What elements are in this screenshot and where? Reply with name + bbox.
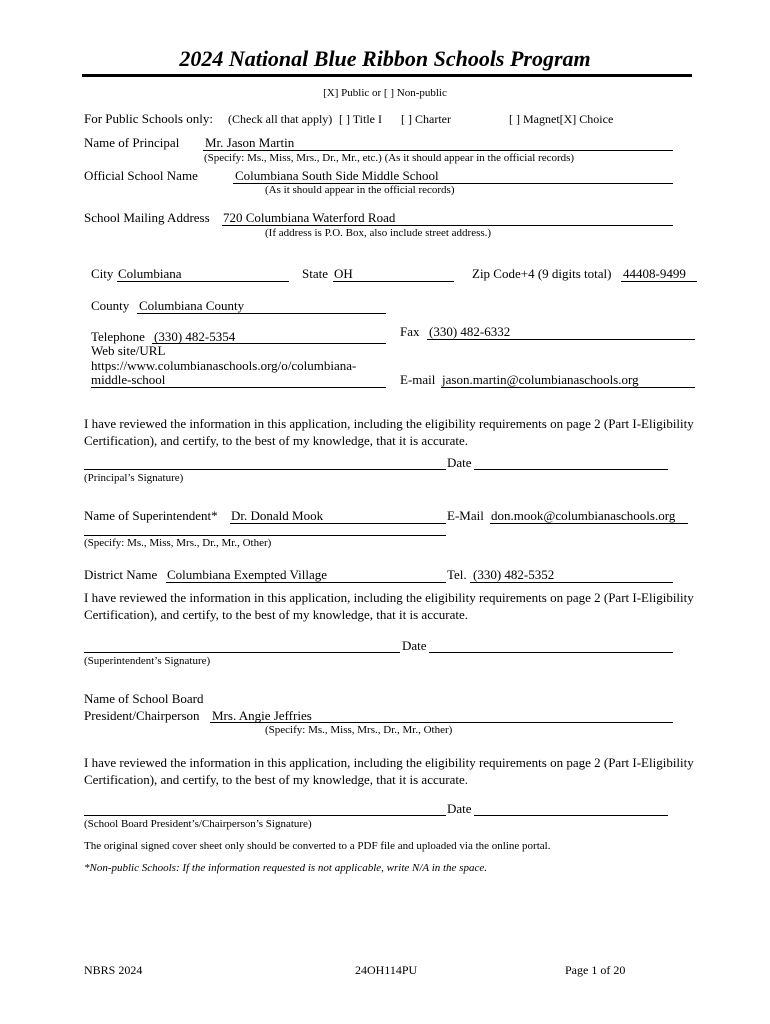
school-type-note: (Check all that apply) bbox=[228, 112, 333, 126]
superintendent-signature-label: (Superintendent’s Signature) bbox=[84, 655, 211, 667]
superintendent-email-label: E-Mail bbox=[447, 508, 484, 523]
superintendent-date-label: Date bbox=[402, 638, 427, 653]
address-label: School Mailing Address bbox=[84, 210, 210, 225]
state-field[interactable]: OH bbox=[334, 266, 353, 281]
city-label: City bbox=[91, 266, 114, 281]
board-signature-label: (School Board President’s/Chairperson’s Signature) bbox=[84, 818, 312, 830]
website-line bbox=[91, 387, 386, 388]
district-tel-label: Tel. bbox=[447, 567, 467, 582]
school-type-label: For Public Schools only: bbox=[84, 111, 213, 126]
district-field[interactable]: Columbiana Exempted Village bbox=[167, 567, 327, 582]
district-tel-field[interactable]: (330) 482-5352 bbox=[473, 567, 555, 582]
telephone-label: Telephone bbox=[91, 329, 145, 344]
superintendent-date-field[interactable] bbox=[429, 652, 673, 653]
city-field[interactable]: Columbiana bbox=[118, 266, 182, 281]
principal-date-field[interactable] bbox=[474, 469, 668, 470]
county-field[interactable]: Columbiana County bbox=[139, 298, 245, 313]
fax-field[interactable]: (330) 482-6332 bbox=[429, 324, 511, 339]
principal-hint: (Specify: Ms., Miss, Mrs., Dr., Mr., etc.) (As it should appear in the official records) bbox=[204, 152, 575, 164]
charter-checkbox[interactable]: [ ] Charter bbox=[401, 112, 451, 126]
board-date-field[interactable] bbox=[474, 815, 668, 816]
zip-field[interactable]: 44408-9499 bbox=[623, 266, 686, 281]
principal-signature-label: (Principal’s Signature) bbox=[84, 472, 184, 484]
website-label: Web site/URL bbox=[91, 343, 166, 358]
address-hint: (If address is P.O. Box, also include street address.) bbox=[265, 227, 492, 239]
superintendent-certification-text: I have reviewed the information in this application, including the eligibility requirements on page 2 (Part I-Eligibility Certification), and certify, to the best of my knowledge, that it is accurate. bbox=[84, 590, 694, 622]
school-name-hint: (As it should appear in the official records) bbox=[265, 184, 455, 196]
page-title: 2024 National Blue Ribbon Schools Program bbox=[179, 46, 591, 71]
board-hint: (Specify: Ms., Miss, Mrs., Dr., Mr., Other) bbox=[265, 724, 453, 736]
email-field[interactable]: jason.martin@columbianaschools.org bbox=[442, 372, 639, 387]
email-label: E-mail bbox=[400, 372, 436, 387]
footer-center: 24OH114PU bbox=[355, 963, 418, 977]
superintendent-email-field[interactable]: don.mook@columbianaschools.org bbox=[491, 508, 676, 523]
website-field-line2[interactable]: middle-school bbox=[91, 372, 166, 387]
title1-checkbox[interactable]: [ ] Title I bbox=[339, 112, 383, 126]
nonpublic-note: *Non-public Schools: If the information requested is not applicable, write N/A in the space. bbox=[84, 862, 487, 874]
board-signature-line[interactable] bbox=[84, 815, 446, 816]
superintendent-name-field[interactable]: Dr. Donald Mook bbox=[231, 508, 324, 523]
footer-page-number: Page 1 of 20 bbox=[565, 963, 626, 977]
school-name-field[interactable]: Columbiana South Side Middle School bbox=[235, 168, 439, 183]
state-label: State bbox=[302, 266, 328, 281]
title-divider bbox=[82, 74, 692, 77]
board-label-line1: Name of School Board bbox=[84, 691, 204, 706]
principal-certification-text: I have reviewed the information in this application, including the eligibility requirements on page 2 (Part I-Eligibility Certification), and certify, to the best of my knowledge, that it is accurate. bbox=[84, 416, 694, 448]
board-label-line2: President/Chairperson bbox=[84, 708, 200, 723]
board-certification-text: I have reviewed the information in this application, including the eligibility requirements on page 2 (Part I-Eligibility Certification), and certify, to the best of my knowledge, that it is accurate. bbox=[84, 755, 694, 787]
board-name-field[interactable]: Mrs. Angie Jeffries bbox=[212, 708, 312, 723]
school-name-label: Official School Name bbox=[84, 168, 198, 183]
principal-signature-line[interactable] bbox=[84, 469, 446, 470]
superintendent-label: Name of Superintendent* bbox=[84, 508, 218, 523]
public-nonpublic-line: [X] Public or [ ] Non-public bbox=[323, 87, 447, 99]
website-field-line1[interactable]: https://www.columbianaschools.org/o/columbiana- bbox=[91, 358, 357, 373]
address-field[interactable]: 720 Columbiana Waterford Road bbox=[223, 210, 396, 225]
principal-name-field[interactable]: Mr. Jason Martin bbox=[205, 135, 295, 150]
superintendent-hint: (Specify: Ms., Miss, Mrs., Dr., Mr., Other) bbox=[84, 537, 272, 549]
principal-date-label: Date bbox=[447, 455, 472, 470]
original-sheet-note: The original signed cover sheet only should be converted to a PDF file and uploaded via the online portal. bbox=[84, 840, 551, 852]
district-label: District Name bbox=[84, 567, 158, 582]
zip-label: Zip Code+4 (9 digits total) bbox=[472, 266, 612, 281]
principal-label: Name of Principal bbox=[84, 135, 180, 150]
board-date-label: Date bbox=[447, 801, 472, 816]
magnet-choice-checkbox[interactable]: [ ] Magnet[X] Choice bbox=[509, 112, 614, 126]
county-label: County bbox=[91, 298, 130, 313]
fax-label: Fax bbox=[400, 324, 420, 339]
superintendent-extra-line bbox=[84, 535, 446, 536]
superintendent-signature-line[interactable] bbox=[84, 652, 400, 653]
footer-left: NBRS 2024 bbox=[84, 963, 143, 977]
telephone-field[interactable]: (330) 482-5354 bbox=[154, 329, 236, 344]
